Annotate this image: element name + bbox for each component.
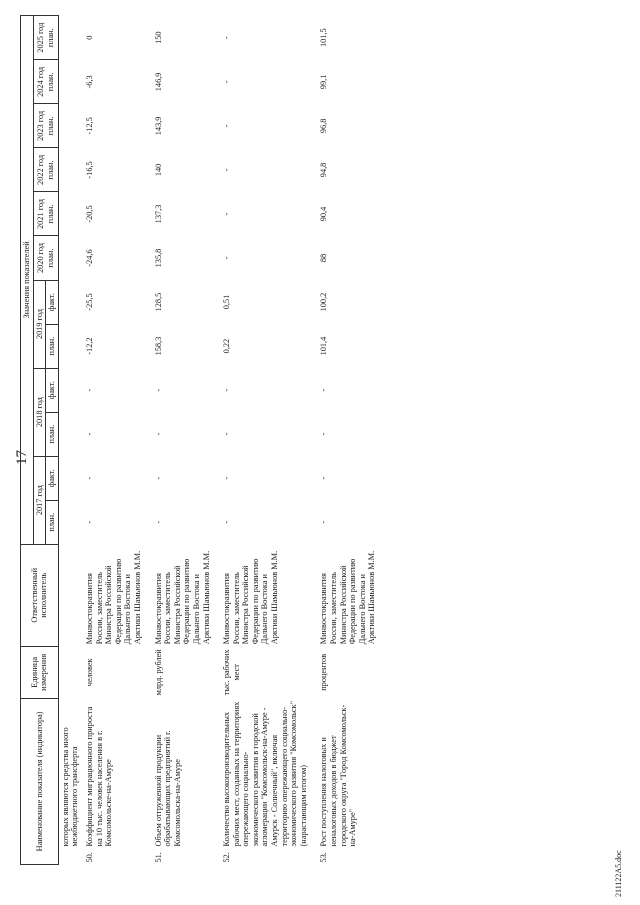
header-unit: Единица измерения [21,646,59,698]
header-fact-2017: факт. [46,456,59,500]
table-row [221,16,318,865]
value-cell: - [222,476,232,480]
value-cell: 94,8 [319,162,329,178]
value-cell: 137,3 [153,204,163,224]
value-cell: 143,9 [153,116,163,136]
row-number: 50. [84,852,94,863]
value-cell: - [222,520,232,524]
header-year-2017: 2017 год [33,456,46,544]
responsible-cell: Минвостокразвития России, заместитель Министра Российской Федерации по развитию Дальнего Востока и Арктики Шамьюнов М.М. [153,550,211,645]
responsible-cell: Минвостокразвития России, заместитель Министра Российской Федерации по развитию Дальнего Востока и Арктики Шамьюнов М.М. [84,550,142,645]
header-year-2024: 2024 год план. [33,60,58,104]
header-year-2022: 2022 год план. [33,148,58,192]
header-year-2025: 2025 год план. [33,16,58,60]
value-cell: - [319,388,329,392]
value-cell: - [84,388,94,392]
value-cell: 140 [153,163,163,177]
value-cell: - [319,476,329,480]
header-year-2019: 2019 год [33,280,46,368]
value-cell: 101,5 [319,28,329,48]
value-cell: -6,3 [84,75,94,89]
unit-cell: млрд. рублей [153,649,163,696]
value-cell: - [153,520,163,524]
header-year-2020: 2020 год план. [33,236,58,280]
indicator-name: Количество высокопроизводительных рабочих мест, созданных на территориях опережающего социально-экономического развития в городской агломерации "Комсомольск-на-Амуре - Амурск - Солнечный", включая территорию опережающего социально-экономического развития "Комсомольск" (нарастающим итогом) [222,700,308,847]
indicator-name: Рост поступления налоговых и неналоговых доходов в бюджет городского округа "Город Комсомольск-на-Амуре" [319,704,358,847]
value-cell: 0,51 [222,294,232,310]
value-cell: -24,6 [84,249,94,267]
value-cell: 146,9 [153,72,163,92]
value-cell: -16,5 [84,161,94,179]
value-cell: 90,4 [319,206,329,222]
responsible-cell: Минвостокразвития России, заместитель Министра Российской Федерации по развитию Дальнего Востока и Арктики Шамьюнов М.М. [222,550,280,645]
value-cell: - [222,36,232,40]
value-cell: - [222,388,232,392]
indicator-name: Объем отгруженной продукции обрабатывающих предприятий г. Комсомольска-на-Амуре [153,730,182,847]
value-cell: - [84,432,94,436]
table-row [153,16,222,865]
value-cell: 96,8 [319,118,329,134]
value-cell: 99,1 [319,74,329,90]
value-cell: - [222,80,232,84]
table-header [21,16,59,865]
value-cell: - [222,432,232,436]
value-cell: -25,5 [84,293,94,311]
header-fact-2019: факт. [46,280,59,324]
header-plan-2018: план. [46,412,59,456]
header-responsible: Ответственный исполнитель [21,544,59,646]
value-cell: -12,2 [84,337,94,355]
value-cell: 128,5 [153,292,163,312]
value-cell: - [222,168,232,172]
table-row [84,16,153,865]
row-number: 52. [222,852,232,863]
responsible-cell: Минвостокразвития России, заместитель Министра Российской Федерации по развитию Дальнего Востока и Арктики Шамьюнов М.М. [319,550,377,645]
unit-cell: процентов [319,653,329,691]
continuation-text: которых являются средства иного межбюджетного трансферта [60,727,80,847]
indicators-table [20,15,387,865]
row-number: 53. [319,852,329,863]
table-body [58,16,387,865]
value-cell: - [319,432,329,436]
header-year-2021: 2021 год план. [33,192,58,236]
header-plan-2019: план. [46,324,59,368]
value-cell: 0,22 [222,338,232,354]
value-cell: -20,5 [84,205,94,223]
value-cell: - [222,256,232,260]
value-cell: 100,2 [319,292,329,312]
value-cell: - [153,432,163,436]
header-year-2023: 2023 год план. [33,104,58,148]
row-number: 51. [153,852,163,863]
value-cell: - [153,388,163,392]
value-cell: - [84,520,94,524]
value-cell: -12,5 [84,117,94,135]
table-row [318,16,387,865]
indicator-name: Коэффициент миграционного прироста на 10 тыс. человек населения в г. Комсомольске-на-Амуре [84,706,114,847]
value-cell: - [84,476,94,480]
header-year-2018: 2018 год [33,368,46,456]
unit-cell: тыс. рабочих мест [222,649,241,696]
continuation-row [58,16,84,865]
header-values-group: Значения показателей [21,16,34,545]
value-cell: - [222,124,232,128]
value-cell: 158,3 [153,336,163,356]
value-cell: 135,8 [153,248,163,268]
value-cell: - [222,212,232,216]
value-cell: 0 [84,35,94,40]
value-cell: - [153,476,163,480]
header-name: Наименование показателя (индикатора) [21,698,59,864]
value-cell: 101,4 [319,336,329,356]
unit-cell: человек [84,658,94,687]
document-footer: 211122A5.doc [614,850,623,897]
header-plan-2017: план. [46,500,59,544]
value-cell: - [319,520,329,524]
value-cell: 150 [153,31,163,44]
value-cell: 88 [319,253,329,263]
header-fact-2018: факт. [46,368,59,412]
page-number: 17 [14,450,30,465]
